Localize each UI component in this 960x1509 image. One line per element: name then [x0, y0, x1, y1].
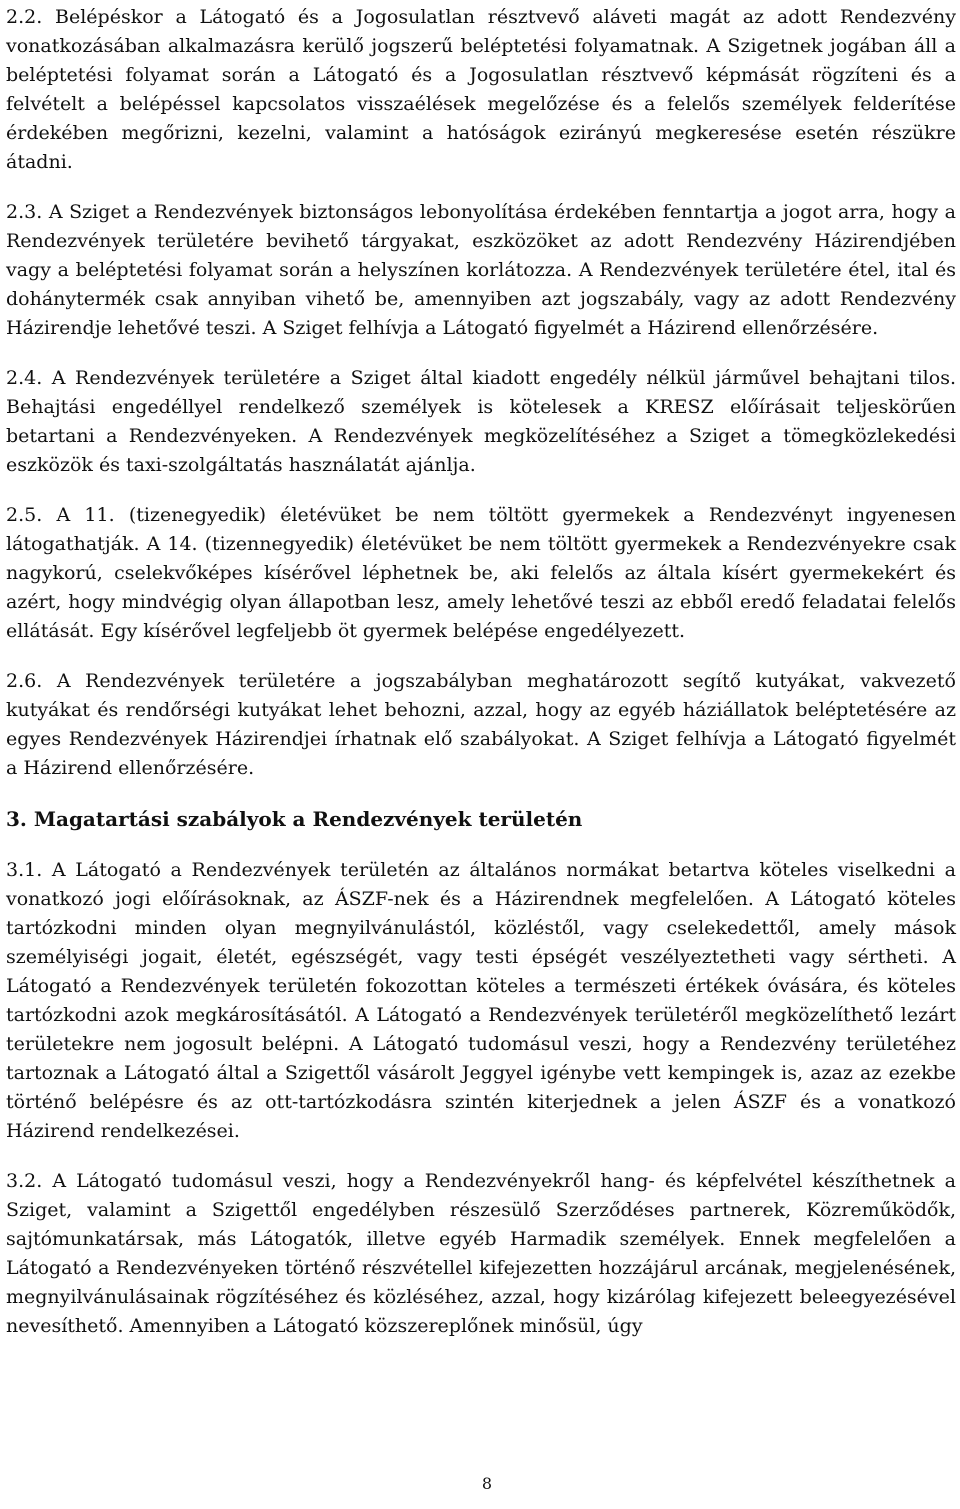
section-heading: 3. Magatartási szabályok a Rendezvények területén [6, 807, 583, 831]
paragraph-3-1: 3.1. A Látogató a Rendezvények területén az általános normákat betartva köteles viselkedni a vonatkozó jogi előírásoknak, az ÁSZF-nek és a Házirendnek megfelelően. A Látogató köteles tartózkodni minden olyan megnyilvánulástól, közléstől, vagy cselekedettől, amely mások személyiségi jogait, életét, egészségét, vagy testi épségét veszélyeztetheti vagy sértheti. A Látogató a Rendezvények területén fokozottan köteles a természeti értékek óvására, és köteles tartózkodni azok megkárosításától. A Látogató a Rendezvények területéről megközelíthető lezárt területekre nem jogosult belépni. A Látogató tudomásul veszi, hogy a Rendezvény területéhez tartoznak a Látogató által a Szigettől vásárolt Jeggyel igénybe vett kempingek is, azaz az ezekbe történő belépésre és az ott-tartózkodásra szintén kiterjednek a jelen ÁSZF és a vonatkozó Házirend rendelkezései. [6, 859, 956, 1142]
document-page [6, 3, 956, 1362]
paragraph-2-2: 2.2. Belépéskor a Látogató és a Jogosulatlan résztvevő aláveti magát az adott Rendezvény vonatkozásában alkalmazásra kerülő jogszerű beléptetési folyamatnak. A Szigetnek jogában áll a beléptetési folyamat során a Látogató és a Jogosulatlan résztvevő képmását rögzíteni és a felvételt a belépéssel kapcsolatos visszaélések megelőzése és a felelős személyek felderítése érdekében megőrizni, kezelni, valamint a hatóságok ezirányú megkeresése esetén részükre átadni. [6, 6, 956, 173]
paragraph-2-5: 2.5. A 11. (tizenegyedik) életévüket be nem töltött gyermekek a Rendezvényt ingyenesen látogathatják. A 14. (tizennegyedik) életévüket be nem töltött gyermekek a Rendezvényekre csak nagykorú, cselekvőképes kísérővel léphetnek be, aki felelős az általa kísért gyermekekért és azért, hogy mindvégig olyan állapotban lesz, amely lehetővé teszi az ebből eredő feladatai felelős ellátását. Egy kísérővel legfeljebb öt gyermek belépése engedélyezett. [6, 504, 956, 642]
paragraph-3-2: 3.2. A Látogató tudomásul veszi, hogy a Rendezvényekről hang- és képfelvétel készíthetnek a Sziget, valamint a Szigettől engedélyben részesülő Szerződéses partnerek, Közreműködők, sajtómunkatársak, más Látogatók, illetve egyéb Harmadik személyek. Ennek megfelelően a Látogató a Rendezvényeken történő részvétellel kifejezetten hozzájárul arcának, megjelenésének, megnyilvánulásainak rögzítéséhez és közléséhez, azzal, hogy kizárólag kifejezett beleegyezésével nevesíthető. Amennyiben a Látogató közszereplőnek minősül, úgy [6, 1170, 956, 1337]
paragraph-2-3: 2.3. A Sziget a Rendezvények biztonságos lebonyolítása érdekében fenntartja a jogot arra, hogy a Rendezvények területére bevihető tárgyakat, eszközöket az adott Rendezvény Házirendjében vagy a beléptetési folyamat során a helyszínen korlátozza. A Rendezvények területére étel, ital és dohánytermék csak annyiban vihető be, amennyiben azt jogszabály, vagy az adott Rendezvény Házirendje lehetővé teszi. A Sziget felhívja a Látogató figyelmét a Házirend ellenőrzésére. [6, 201, 956, 339]
paragraph-2-4: 2.4. A Rendezvények területére a Sziget által kiadott engedély nélkül járművel behajtani tilos. Behajtási engedéllyel rendelkező személyek is kötelesek a KRESZ előírásait teljeskörűen betartani a Rendezvényeken. A Rendezvények megközelítéséhez a Sziget a tömegközlekedési eszközök és taxi-szolgáltatás használatát ajánlja. [6, 367, 956, 476]
page-number: 8 [481, 1474, 493, 1493]
paragraph-2-6: 2.6. A Rendezvények területére a jogszabályban meghatározott segítő kutyákat, vakvezető kutyákat és rendőrségi kutyákat lehet behozni, azzal, hogy az egyéb háziállatok beléptetésére az egyes Rendezvények Házirendjei írhatnak elő szabályokat. A Sziget felhívja a Látogató figyelmét a Házirend ellenőrzésére. [6, 670, 956, 779]
